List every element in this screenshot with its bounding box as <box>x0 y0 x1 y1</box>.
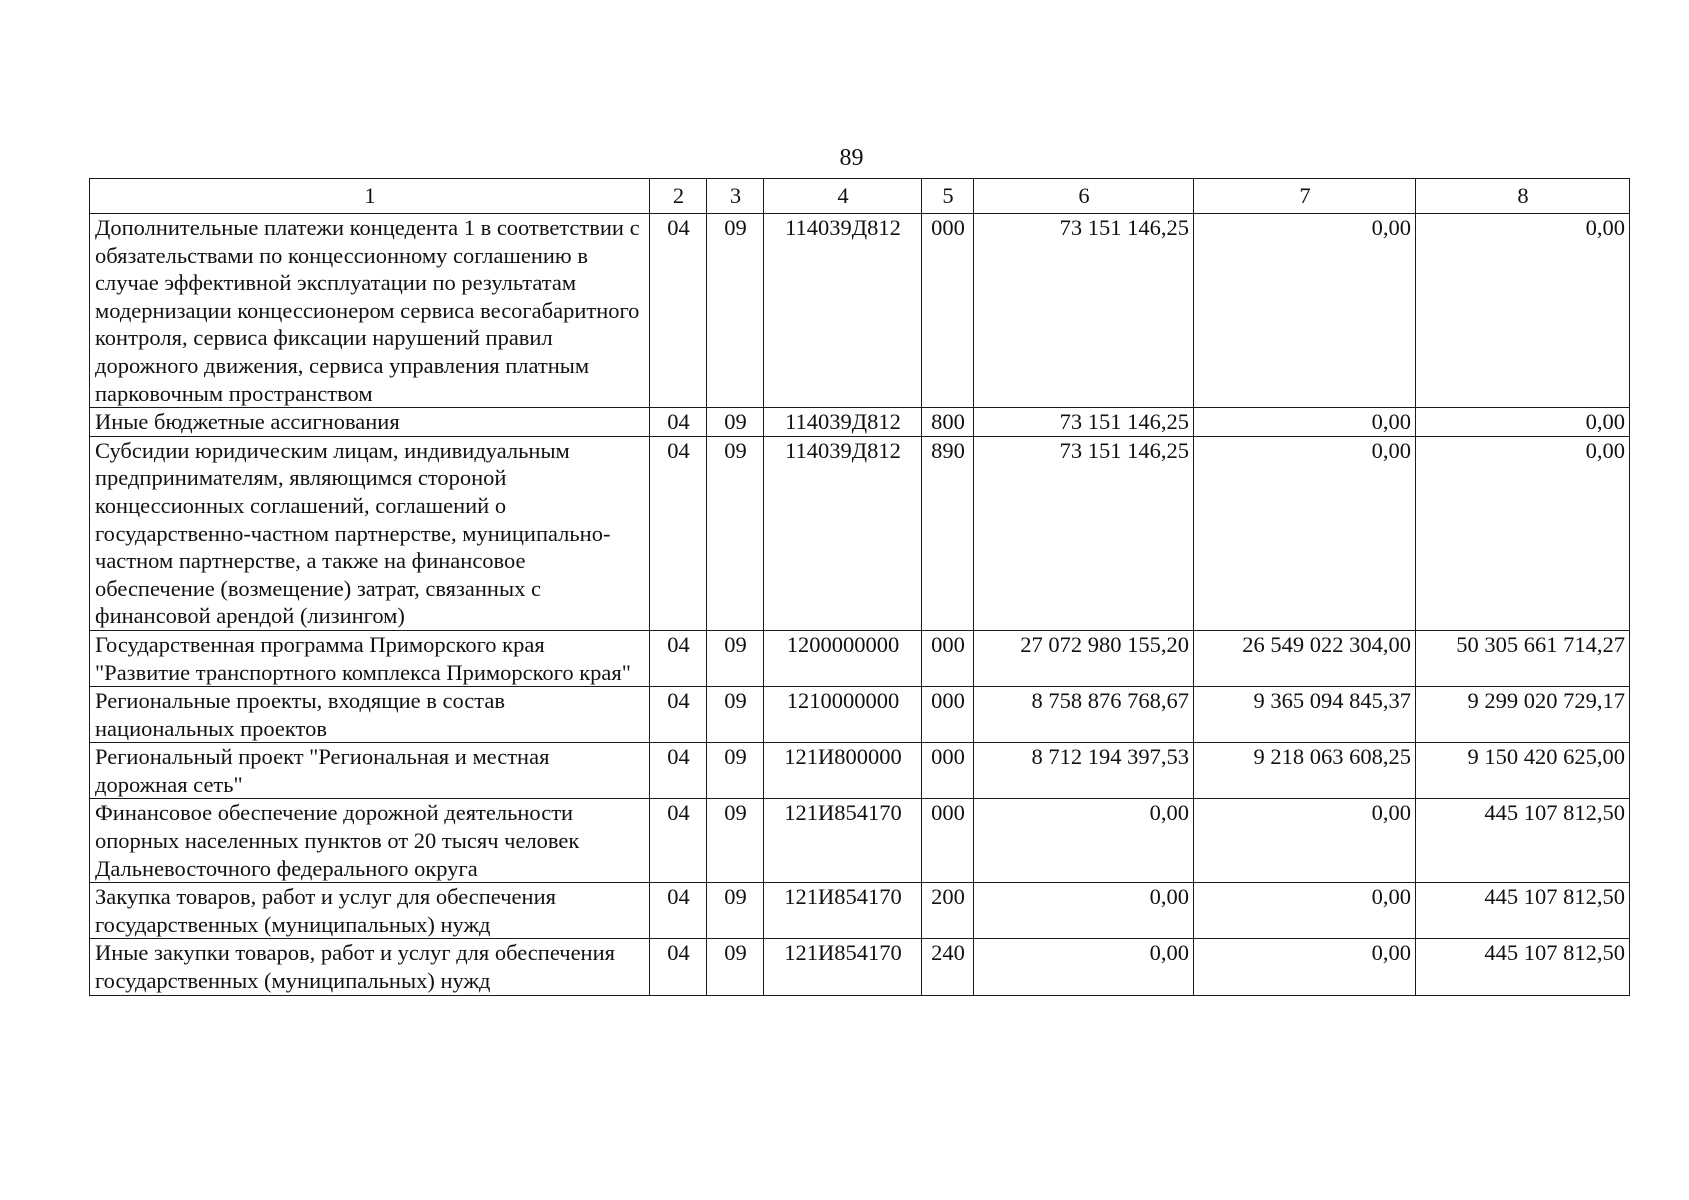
row-target-article: 114039Д812 <box>764 436 922 630</box>
row-amount-7: 0,00 <box>1194 214 1416 408</box>
row-amount-6: 73 151 146,25 <box>974 214 1194 408</box>
table-row <box>90 743 1630 799</box>
row-target-article: 121И854170 <box>764 939 922 995</box>
row-amount-7: 0,00 <box>1194 939 1416 995</box>
row-target-article: 121И854170 <box>764 883 922 939</box>
row-subsection: 09 <box>707 939 764 995</box>
row-section: 04 <box>650 939 707 995</box>
row-expense-type: 000 <box>922 743 974 799</box>
row-amount-6: 0,00 <box>974 799 1194 883</box>
table-row <box>90 436 1630 630</box>
header-row <box>90 179 1630 214</box>
row-amount-8: 9 299 020 729,17 <box>1416 687 1630 743</box>
row-section: 04 <box>650 408 707 437</box>
row-target-article: 121И854170 <box>764 799 922 883</box>
row-name: Дополнительные платежи концедента 1 в соответствии с обязательствами по концессионному соглашению в случае эффективной эксплуатации по результатам модернизации концессионером сервиса весогабаритного контроля, сервиса фиксации нарушений правил дорожного движения, сервиса управления платным парковочным пространством <box>90 214 650 408</box>
row-amount-6: 8 758 876 768,67 <box>974 687 1194 743</box>
row-subsection: 09 <box>707 883 764 939</box>
row-expense-type: 000 <box>922 214 974 408</box>
row-section: 04 <box>650 743 707 799</box>
header-col-7: 7 <box>1194 179 1416 214</box>
row-amount-7: 0,00 <box>1194 883 1416 939</box>
row-subsection: 09 <box>707 436 764 630</box>
row-target-article: 114039Д812 <box>764 214 922 408</box>
row-target-article: 114039Д812 <box>764 408 922 437</box>
table-row <box>90 687 1630 743</box>
row-expense-type: 240 <box>922 939 974 995</box>
row-name: Иные закупки товаров, работ и услуг для обеспечения государственных (муниципальных) нужд <box>90 939 650 995</box>
row-section: 04 <box>650 630 707 686</box>
row-section: 04 <box>650 883 707 939</box>
row-section: 04 <box>650 436 707 630</box>
header-col-1: 1 <box>90 179 650 214</box>
row-subsection: 09 <box>707 630 764 686</box>
row-name: Финансовое обеспечение дорожной деятельности опорных населенных пунктов от 20 тысяч человек Дальневосточного федерального округа <box>90 799 650 883</box>
table-row <box>90 214 1630 408</box>
table-row <box>90 799 1630 883</box>
row-subsection: 09 <box>707 687 764 743</box>
row-amount-8: 50 305 661 714,27 <box>1416 630 1630 686</box>
row-amount-8: 445 107 812,50 <box>1416 799 1630 883</box>
row-name: Закупка товаров, работ и услуг для обеспечения государственных (муниципальных) нужд <box>90 883 650 939</box>
row-name: Региональные проекты, входящие в состав национальных проектов <box>90 687 650 743</box>
row-amount-7: 0,00 <box>1194 436 1416 630</box>
row-amount-6: 0,00 <box>974 939 1194 995</box>
header-col-5: 5 <box>922 179 974 214</box>
row-expense-type: 000 <box>922 687 974 743</box>
row-amount-8: 0,00 <box>1416 436 1630 630</box>
table-row <box>90 408 1630 437</box>
row-amount-8: 0,00 <box>1416 214 1630 408</box>
row-amount-6: 27 072 980 155,20 <box>974 630 1194 686</box>
row-amount-7: 0,00 <box>1194 408 1416 437</box>
row-expense-type: 800 <box>922 408 974 437</box>
row-subsection: 09 <box>707 408 764 437</box>
row-amount-6: 73 151 146,25 <box>974 436 1194 630</box>
row-expense-type: 890 <box>922 436 974 630</box>
row-name: Региональный проект "Региональная и местная дорожная сеть" <box>90 743 650 799</box>
row-subsection: 09 <box>707 743 764 799</box>
row-amount-6: 73 151 146,25 <box>974 408 1194 437</box>
row-amount-7: 0,00 <box>1194 799 1416 883</box>
row-amount-8: 445 107 812,50 <box>1416 939 1630 995</box>
row-amount-6: 8 712 194 397,53 <box>974 743 1194 799</box>
header-col-6: 6 <box>974 179 1194 214</box>
row-amount-8: 0,00 <box>1416 408 1630 437</box>
row-target-article: 1200000000 <box>764 630 922 686</box>
row-section: 04 <box>650 687 707 743</box>
row-amount-8: 9 150 420 625,00 <box>1416 743 1630 799</box>
row-name: Иные бюджетные ассигнования <box>90 408 650 437</box>
row-section: 04 <box>650 799 707 883</box>
page-number: 89 <box>839 145 864 171</box>
row-target-article: 1210000000 <box>764 687 922 743</box>
header-col-4: 4 <box>764 179 922 214</box>
row-subsection: 09 <box>707 799 764 883</box>
row-amount-6: 0,00 <box>974 883 1194 939</box>
row-amount-8: 445 107 812,50 <box>1416 883 1630 939</box>
table-row <box>90 883 1630 939</box>
row-expense-type: 200 <box>922 883 974 939</box>
row-amount-7: 9 218 063 608,25 <box>1194 743 1416 799</box>
row-target-article: 121И800000 <box>764 743 922 799</box>
row-section: 04 <box>650 214 707 408</box>
row-amount-7: 9 365 094 845,37 <box>1194 687 1416 743</box>
table-row <box>90 630 1630 686</box>
row-expense-type: 000 <box>922 799 974 883</box>
row-name: Субсидии юридическим лицам, индивидуальным предпринимателям, являющимся стороной концессионных соглашений, соглашений о государственно-частном партнерстве, муниципально-частном партнерстве, а также на финансовое обеспечение (возмещение) затрат, связанных с финансовой арендой (лизингом) <box>90 436 650 630</box>
header-col-8: 8 <box>1416 179 1630 214</box>
row-expense-type: 000 <box>922 630 974 686</box>
row-subsection: 09 <box>707 214 764 408</box>
table-row <box>90 939 1630 995</box>
budget-table <box>89 178 1630 996</box>
header-col-3: 3 <box>707 179 764 214</box>
row-amount-7: 26 549 022 304,00 <box>1194 630 1416 686</box>
header-col-2: 2 <box>650 179 707 214</box>
row-name: Государственная программа Приморского края "Развитие транспортного комплекса Приморского края" <box>90 630 650 686</box>
